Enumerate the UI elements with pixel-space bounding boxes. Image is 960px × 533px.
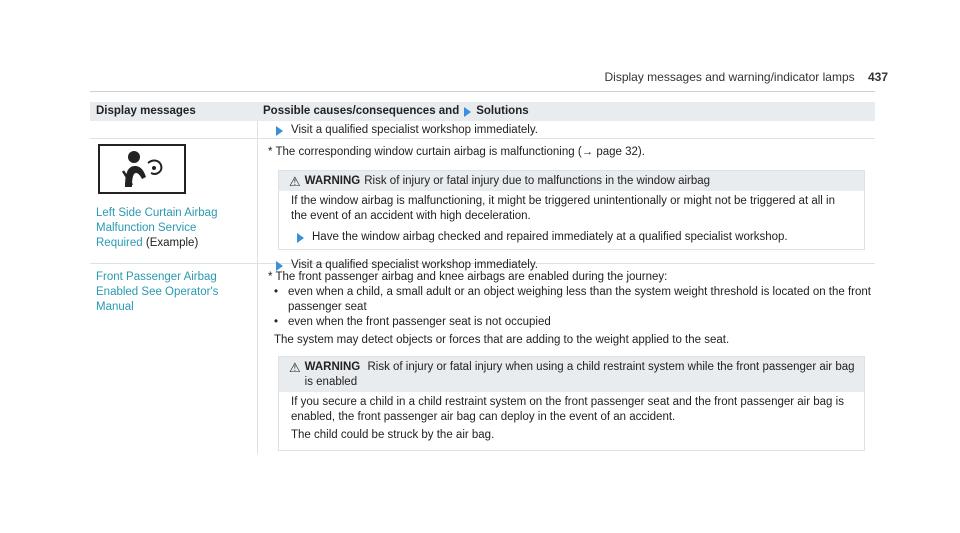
col-header-solutions-text: Solutions bbox=[476, 105, 529, 117]
list-item: • even when a child, a small adult or an object weighing less than the system weight threshold is located on the front passenger seat bbox=[262, 285, 875, 315]
solution-step bbox=[291, 230, 854, 245]
warning-triangle-icon: ⚠ bbox=[289, 174, 301, 189]
display-message bbox=[96, 206, 236, 251]
warning-body-text: The child could be struck by the air bag. bbox=[291, 429, 495, 441]
message-suffix: (Example) bbox=[142, 237, 199, 249]
messages-table bbox=[90, 102, 875, 454]
warning-triangle-icon: ⚠ bbox=[289, 360, 301, 375]
warning-title: WARNING bbox=[304, 361, 361, 373]
cause-text: * The front passenger airbag and knee airbags are enabled during the journey: bbox=[268, 271, 668, 283]
warning-box bbox=[278, 356, 865, 451]
header-rule bbox=[90, 91, 875, 92]
warning-body-text: If you secure a child in a child restraint system on the front passenger seat and the front passenger air bag is enabled, the front passenger air bag can deploy in the event of an accident. bbox=[291, 396, 844, 423]
page-header bbox=[605, 70, 889, 84]
page-number: 437 bbox=[867, 70, 888, 84]
arrow-right-icon bbox=[297, 233, 304, 243]
col-header-causes-text: Possible causes/consequences and bbox=[263, 105, 460, 117]
solution-step bbox=[262, 123, 875, 138]
warning-box bbox=[278, 170, 865, 250]
col-header-display-messages: Display messages bbox=[96, 105, 196, 117]
warning-head-text: Risk of injury or fatal injury when using a child restraint system while the front passenger air bag is enabled bbox=[304, 361, 855, 388]
list-item: • even when the front passenger seat is not occupied bbox=[274, 316, 551, 328]
display-message bbox=[96, 270, 236, 315]
page-header-title: Display messages and warning/indicator lamps bbox=[604, 70, 855, 84]
solution-step-text: Visit a qualified specialist workshop immediately. bbox=[291, 259, 538, 271]
warning-body-text: If the window airbag is malfunctioning, it might be triggered unintentionally or might not be triggered at all in the event of an accident with high deceleration. bbox=[291, 195, 835, 222]
warning-step-text: Have the window airbag checked and repaired immediately at a qualified specialist workshop. bbox=[312, 231, 788, 243]
solution-step-text: Visit a qualified specialist workshop immediately. bbox=[291, 124, 538, 136]
message-link[interactable]: Front Passenger Airbag Enabled See Operator's Manual bbox=[96, 271, 219, 313]
table-row bbox=[90, 264, 875, 454]
table-row bbox=[90, 139, 875, 271]
table-header bbox=[90, 102, 875, 121]
message-link[interactable]: Left Side Curtain Airbag Malfunction Service Required bbox=[96, 207, 218, 249]
airbag-warning-icon bbox=[98, 144, 186, 194]
col-header-causes bbox=[263, 104, 875, 119]
table-row bbox=[90, 121, 875, 139]
bullet-text: even when a child, a small adult or an object weighing less than the system weight threshold is located on the front passenger seat bbox=[288, 286, 872, 313]
cause-text: * The corresponding window curtain airbag is malfunctioning (→ page 32). bbox=[268, 146, 645, 158]
arrow-right-icon bbox=[276, 126, 283, 136]
warning-head-text: Risk of injury or fatal injury due to malfunctions in the window airbag bbox=[364, 175, 711, 187]
warning-title: WARNING bbox=[304, 175, 361, 187]
arrow-right-icon bbox=[464, 107, 471, 117]
bullet-text: even when the front passenger seat is not occupied bbox=[288, 316, 551, 328]
note-text: The system may detect objects or forces that are adding to the weight applied to the seat. bbox=[274, 334, 730, 346]
